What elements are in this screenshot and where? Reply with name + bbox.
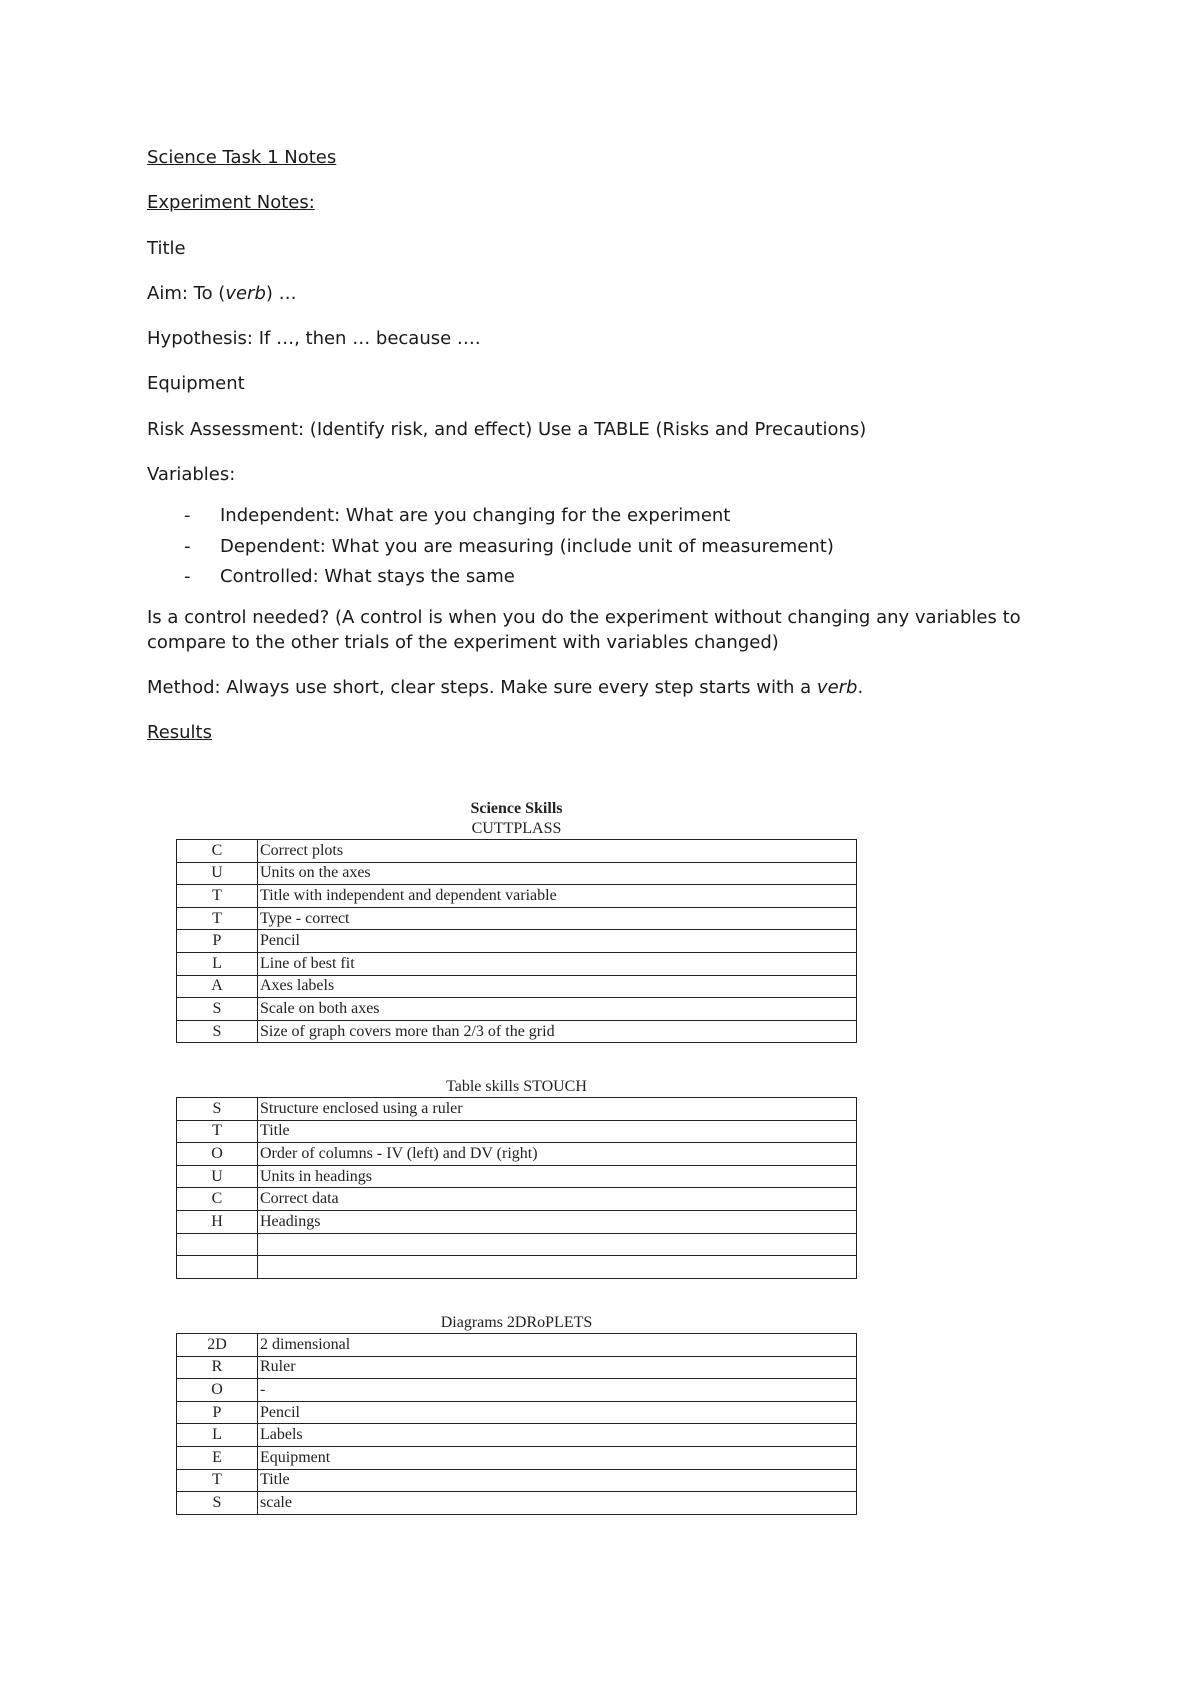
document-title: Science Task 1 Notes <box>147 147 337 168</box>
mnemonic-letter: O <box>177 1143 258 1166</box>
mnemonic-description: Labels <box>258 1424 857 1447</box>
table-row <box>177 907 857 930</box>
mnemonic-letter: T <box>177 907 258 930</box>
table-row <box>177 1446 857 1469</box>
table-row <box>177 1143 857 1166</box>
mnemonic-description: Title <box>258 1120 857 1143</box>
diagrams-table <box>176 1333 857 1515</box>
method-verb: verb <box>816 676 858 698</box>
variable-controlled: Controlled: What stays the same <box>220 565 515 587</box>
mnemonic-description: 2 dimensional <box>258 1334 857 1357</box>
mnemonic-letter: P <box>177 930 258 953</box>
mnemonic-letter: T <box>177 885 258 908</box>
mnemonic-letter: H <box>177 1210 258 1233</box>
mnemonic-letter: S <box>177 1020 258 1043</box>
mnemonic-description: Scale on both axes <box>258 998 857 1021</box>
table-row <box>177 840 857 863</box>
mnemonic-letter: S <box>177 1098 258 1121</box>
mnemonic-description: Structure enclosed using a ruler <box>258 1098 857 1121</box>
mnemonic-letter: 2D <box>177 1334 258 1357</box>
variable-dependent: Dependent: What you are measuring (include unit of measurement) <box>220 535 834 557</box>
mnemonic-letter: R <box>177 1356 258 1379</box>
table-row <box>177 1256 857 1279</box>
list-item: - Dependent: What you are measuring (include unit of measurement) <box>184 535 834 557</box>
table-row <box>177 1401 857 1424</box>
mnemonic-description: Type - correct <box>258 907 857 930</box>
experiment-notes-heading: Experiment Notes: <box>147 192 315 214</box>
table-skills-title: Table skills STOUCH <box>446 1078 587 1095</box>
diagrams-block <box>176 1313 857 1515</box>
mnemonic-description: Correct data <box>258 1188 857 1211</box>
table-row <box>177 1492 857 1515</box>
hypothesis-line: Hypothesis: If …, then … because …. <box>147 328 481 350</box>
aim-verb: verb <box>225 282 266 304</box>
table-row <box>177 862 857 885</box>
mnemonic-letter: T <box>177 1120 258 1143</box>
table-row <box>177 1356 857 1379</box>
table-row <box>177 1165 857 1188</box>
table-row <box>177 1188 857 1211</box>
table-skills-block <box>176 1077 857 1279</box>
mnemonic-letter: E <box>177 1446 258 1469</box>
science-skills-subtitle: CUTTPLASS <box>471 820 562 837</box>
table-row <box>177 1210 857 1233</box>
table-row <box>177 998 857 1021</box>
aim-line <box>147 282 1077 306</box>
mnemonic-letter: T <box>177 1469 258 1492</box>
experiment-notes <box>147 146 1077 766</box>
science-skills-title: Science Skills <box>470 800 563 817</box>
aim-text-end: ) … <box>265 282 297 304</box>
aim-text-start: Aim: To ( <box>147 282 226 304</box>
list-item: - Independent: What are you changing for the experiment <box>184 505 731 527</box>
mnemonic-letter: P <box>177 1401 258 1424</box>
mnemonic-description: Line of best fit <box>258 952 857 975</box>
mnemonic-description: Title <box>258 1469 857 1492</box>
table-row <box>177 1020 857 1043</box>
variables-list <box>147 504 1077 589</box>
mnemonic-description: Pencil <box>258 930 857 953</box>
mnemonic-letter: L <box>177 952 258 975</box>
results-heading: Results <box>147 722 212 744</box>
mnemonic-letter <box>177 1233 258 1256</box>
mnemonic-description <box>258 1233 857 1256</box>
mnemonic-description: Axes labels <box>258 975 857 998</box>
table-row <box>177 930 857 953</box>
variable-independent: Independent: What are you changing for the experiment <box>220 505 731 527</box>
title-line: Title <box>147 237 186 259</box>
science-skills-table <box>176 839 857 1043</box>
diagrams-title: Diagrams 2DRoPLETS <box>440 1314 593 1331</box>
risk-assessment-line: Risk Assessment: (Identify risk, and effect) Use a TABLE (Risks and Precautions) <box>147 418 867 440</box>
mnemonic-description: scale <box>258 1492 857 1515</box>
mnemonic-letter: C <box>177 1188 258 1211</box>
method-line <box>147 676 1077 700</box>
mnemonic-letter: U <box>177 862 258 885</box>
method-text-end: . <box>857 676 864 698</box>
mnemonic-description: Units in headings <box>258 1165 857 1188</box>
table-row <box>177 1334 857 1357</box>
science-skills-block <box>176 799 857 1043</box>
mnemonic-description: Title with independent and dependent variable <box>258 885 857 908</box>
mnemonic-letter: U <box>177 1165 258 1188</box>
table-row <box>177 1233 857 1256</box>
table-row <box>177 885 857 908</box>
mnemonic-letter: L <box>177 1424 258 1447</box>
mnemonic-description: - <box>258 1379 857 1402</box>
table-row <box>177 952 857 975</box>
table-row <box>177 1120 857 1143</box>
mnemonic-description: Ruler <box>258 1356 857 1379</box>
list-item: - Controlled: What stays the same <box>184 565 515 587</box>
mnemonic-letter: C <box>177 840 258 863</box>
mnemonic-description <box>258 1256 857 1279</box>
table-row <box>177 1379 857 1402</box>
variables-heading: Variables: <box>147 464 236 486</box>
table-row <box>177 1469 857 1492</box>
table-row <box>177 975 857 998</box>
method-text-start: Method: Always use short, clear steps. Make sure every step starts with a <box>147 676 817 698</box>
mnemonic-description: Pencil <box>258 1401 857 1424</box>
mnemonic-description: Correct plots <box>258 840 857 863</box>
mnemonic-description: Size of graph covers more than 2/3 of the grid <box>258 1020 857 1043</box>
mnemonic-letter <box>177 1256 258 1279</box>
equipment-line: Equipment <box>147 373 245 395</box>
mnemonic-letter: A <box>177 975 258 998</box>
table-row <box>177 1424 857 1447</box>
mnemonic-description: Units on the axes <box>258 862 857 885</box>
control-line: Is a control needed? (A control is when you do the experiment without changing any variables to compare to the other trials of the experiment with variables changed) <box>147 607 1021 653</box>
table-row <box>177 1098 857 1121</box>
mnemonic-description: Headings <box>258 1210 857 1233</box>
mnemonic-letter: O <box>177 1379 258 1402</box>
mnemonic-description: Equipment <box>258 1446 857 1469</box>
table-skills-table <box>176 1097 857 1279</box>
mnemonic-letter: S <box>177 998 258 1021</box>
mnemonic-description: Order of columns - IV (left) and DV (right) <box>258 1143 857 1166</box>
mnemonic-letter: S <box>177 1492 258 1515</box>
